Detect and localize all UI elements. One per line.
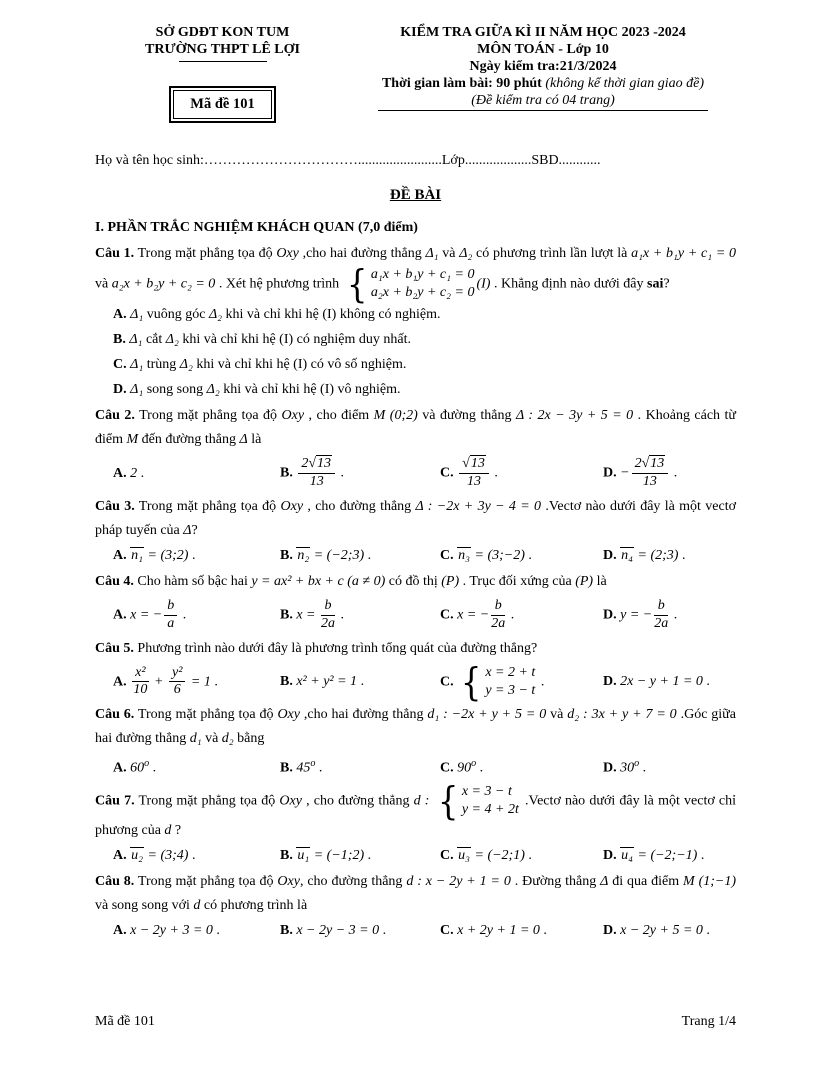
question-5-option-c: C. { x = 2 + t y = 3 − t . — [440, 659, 545, 704]
question-3-option-c: C. n₃ = (3;−2) . — [440, 547, 532, 563]
question-7 — [95, 778, 737, 868]
exam-header — [95, 24, 736, 123]
question-3-option-b: B. n₂ = (−2;3) . — [280, 547, 372, 563]
question-1 — [95, 242, 736, 402]
footer-page-number: Trang 1/4 — [681, 1014, 736, 1029]
question-4-options — [95, 597, 736, 634]
header-left-block — [95, 24, 350, 123]
question-1-option-d: D. Δ₁ song song Δ₂ khi và chỉ khi hệ (I) vô nghiệm. — [113, 382, 401, 398]
question-8-options — [95, 918, 736, 943]
question-6-options — [95, 751, 736, 781]
question-1-option-c: C. Δ₁ trùng Δ₂ khi và chỉ khi hệ (I) có vô số nghiệm. — [113, 357, 407, 373]
exam-title-line: KIỂM TRA GIỮA KÌ II NĂM HỌC 2023 -2024 — [400, 25, 686, 40]
school-name: TRƯỜNG THPT LÊ LỢI — [145, 42, 300, 57]
pages-note-line: (Đề kiểm tra có 04 trang) — [471, 93, 615, 108]
exam-body-title: ĐỀ BÀI — [389, 187, 442, 203]
question-2-option-c: C. $\frac{√13}{13}$ . — [440, 456, 498, 490]
question-5-option-b: B. x² + y² = 1 . — [280, 674, 365, 690]
question-6-stem: Câu 6. Trong mặt phẳng tọa độ Oxy ,cho hai đường thẳng d₁ : −2x + y + 5 = 0 và d₂ : 3x + y + 7 = 0 .Góc giữa hai đường thẳng d₁ và d₂ bằng — [95, 707, 736, 747]
question-4 — [95, 570, 736, 634]
question-3-options — [95, 543, 736, 568]
header-right-rule — [378, 110, 708, 111]
section-1-heading: I. PHẦN TRẮC NGHIỆM KHÁCH QUAN (7,0 điểm) — [95, 220, 418, 235]
question-1-stem: Câu 1. Trong mặt phẳng tọa độ Oxy ,cho hai đường thẳng Δ₁ và Δ₂ có phương trình lần lượt là a₁x + b₁y + c₁ = 0 và a₂x + b₂y + c₂ = 0 . Xét hệ phương trình { a₁x + b₁y + c₁ = 0 a₂x + b₂y + c₂ = 0 (I) . Khẳng định nào dưới đây sai? — [95, 246, 737, 307]
question-7-option-b: B. u₁ = (−1;2) . — [280, 848, 372, 864]
exam-code-box — [169, 86, 275, 123]
question-8 — [95, 870, 736, 943]
question-7-option-c: C. u₃ = (−2;1) . — [440, 848, 532, 864]
question-1-option-a: A. Δ₁ vuông góc Δ₂ khi và chỉ khi hệ (I) không có nghiệm. — [113, 307, 441, 323]
question-8-option-c: C. x + 2y + 1 = 0 . — [440, 923, 547, 939]
question-2-option-d: D. − $\frac{2√13}{13}$ . — [603, 456, 678, 490]
student-info-line: Họ và tên học sinh:……………………………........................Lớp...................SBD............ — [95, 153, 601, 168]
question-5-options — [95, 659, 736, 704]
question-4-stem: Câu 4. Cho hàm số bậc hai y = ax² + bx + c (a ≠ 0) có đồ thị (P) . Trục đối xứng của (P) là — [95, 573, 607, 589]
question-5 — [95, 637, 736, 704]
question-2-stem: Câu 2. Trong mặt phẳng tọa độ Oxy , cho điểm M (0;2) và đường thẳng Δ : 2x − 3y + 5 = 0 . Khoảng cách từ điểm M đến đường thẳng Δ là — [95, 408, 737, 448]
exam-code-label: Mã đề 101 — [173, 90, 271, 119]
question-2-option-a: A. 2 . — [113, 466, 145, 482]
question-8-option-a: A. x − 2y + 3 = 0 . — [113, 923, 220, 939]
question-5-stem: Câu 5. Phương trình nào dưới đây là phương trình tổng quát của đường thẳng? — [95, 640, 538, 656]
question-7-options — [95, 843, 736, 868]
header-right-block — [350, 24, 736, 123]
exam-date-line: Ngày kiểm tra:21/3/2024 — [469, 59, 617, 74]
question-1-option-b: B. Δ₁ cắt Δ₂ khi và chỉ khi hệ (I) có nghiệm duy nhất. — [113, 332, 411, 348]
question-8-option-b: B. x − 2y − 3 = 0 . — [280, 923, 387, 939]
question-3 — [95, 495, 736, 568]
question-8-stem: Câu 8. Trong mặt phẳng tọa độ Oxy, cho đường thẳng d : x − 2y + 1 = 0 . Đường thẳng Δ đi qua điểm M (1;−1) và song song với d có phương trình là — [95, 874, 736, 914]
header-left-rule — [179, 61, 267, 62]
duration-italic: (không kể thời gian giao đề) — [545, 76, 705, 91]
question-2-options — [95, 455, 736, 492]
department-name: SỞ GDĐT KON TUM — [155, 25, 290, 40]
question-4-option-d: D. y = − $\frac{b}{2a}$ . — [603, 597, 678, 631]
subject-line: MÔN TOÁN - Lớp 10 — [477, 42, 609, 57]
question-4-option-a: A. x = − $\frac{b}{a}$ . — [113, 597, 187, 631]
question-6-option-c: C. 90$^o$ . — [440, 758, 484, 776]
question-4-option-b: B. x = $\frac{b}{2a}$ . — [280, 597, 345, 631]
question-3-option-a: A. n₁ = (3;2) . — [113, 547, 196, 563]
question-3-option-d: D. n₄ = (2;3) . — [603, 547, 686, 563]
question-6-option-d: D. 30$^o$ . — [603, 758, 647, 776]
question-6-option-b: B. 45$^o$ . — [280, 758, 323, 776]
question-5-option-a: A. $\frac{\text{x²}}{10}$ + $\frac{\text{y²}}{6}$ = 1 . — [113, 664, 218, 698]
page-footer — [95, 1012, 736, 1032]
duration-bold: Thời gian làm bài: 90 phút — [381, 76, 546, 91]
footer-exam-code: Mã đề 101 — [95, 1014, 155, 1029]
question-3-stem: Câu 3. Trong mặt phẳng tọa độ Oxy , cho đường thẳng Δ : −2x + 3y − 4 = 0 .Vectơ nào dưới đây là một vectơ pháp tuyến của Δ? — [95, 498, 737, 538]
duration-line — [350, 75, 736, 92]
question-6-option-a: A. 60$^o$ . — [113, 758, 157, 776]
question-7-option-d: D. u₄ = (−2;−1) . — [603, 848, 705, 864]
question-8-option-d: D. x − 2y + 5 = 0 . — [603, 923, 710, 939]
question-7-option-a: A. u₂ = (3;4) . — [113, 848, 196, 864]
question-2 — [95, 404, 736, 492]
question-7-stem: Câu 7. Trong mặt phẳng tọa độ Oxy , cho đường thẳng d : { x = 3 − t y = 4 + 2t .Vectơ nào dưới đây là một vectơ chỉ phương của d ? — [95, 778, 737, 839]
question-1-options — [95, 302, 736, 402]
question-2-option-b: B. $\frac{2√13}{13}$ . — [280, 456, 345, 490]
question-4-option-c: C. x = − $\frac{b}{2a}$ . — [440, 597, 515, 631]
question-6 — [95, 703, 736, 781]
question-5-option-d: D. 2x − y + 1 = 0 . — [603, 674, 710, 690]
